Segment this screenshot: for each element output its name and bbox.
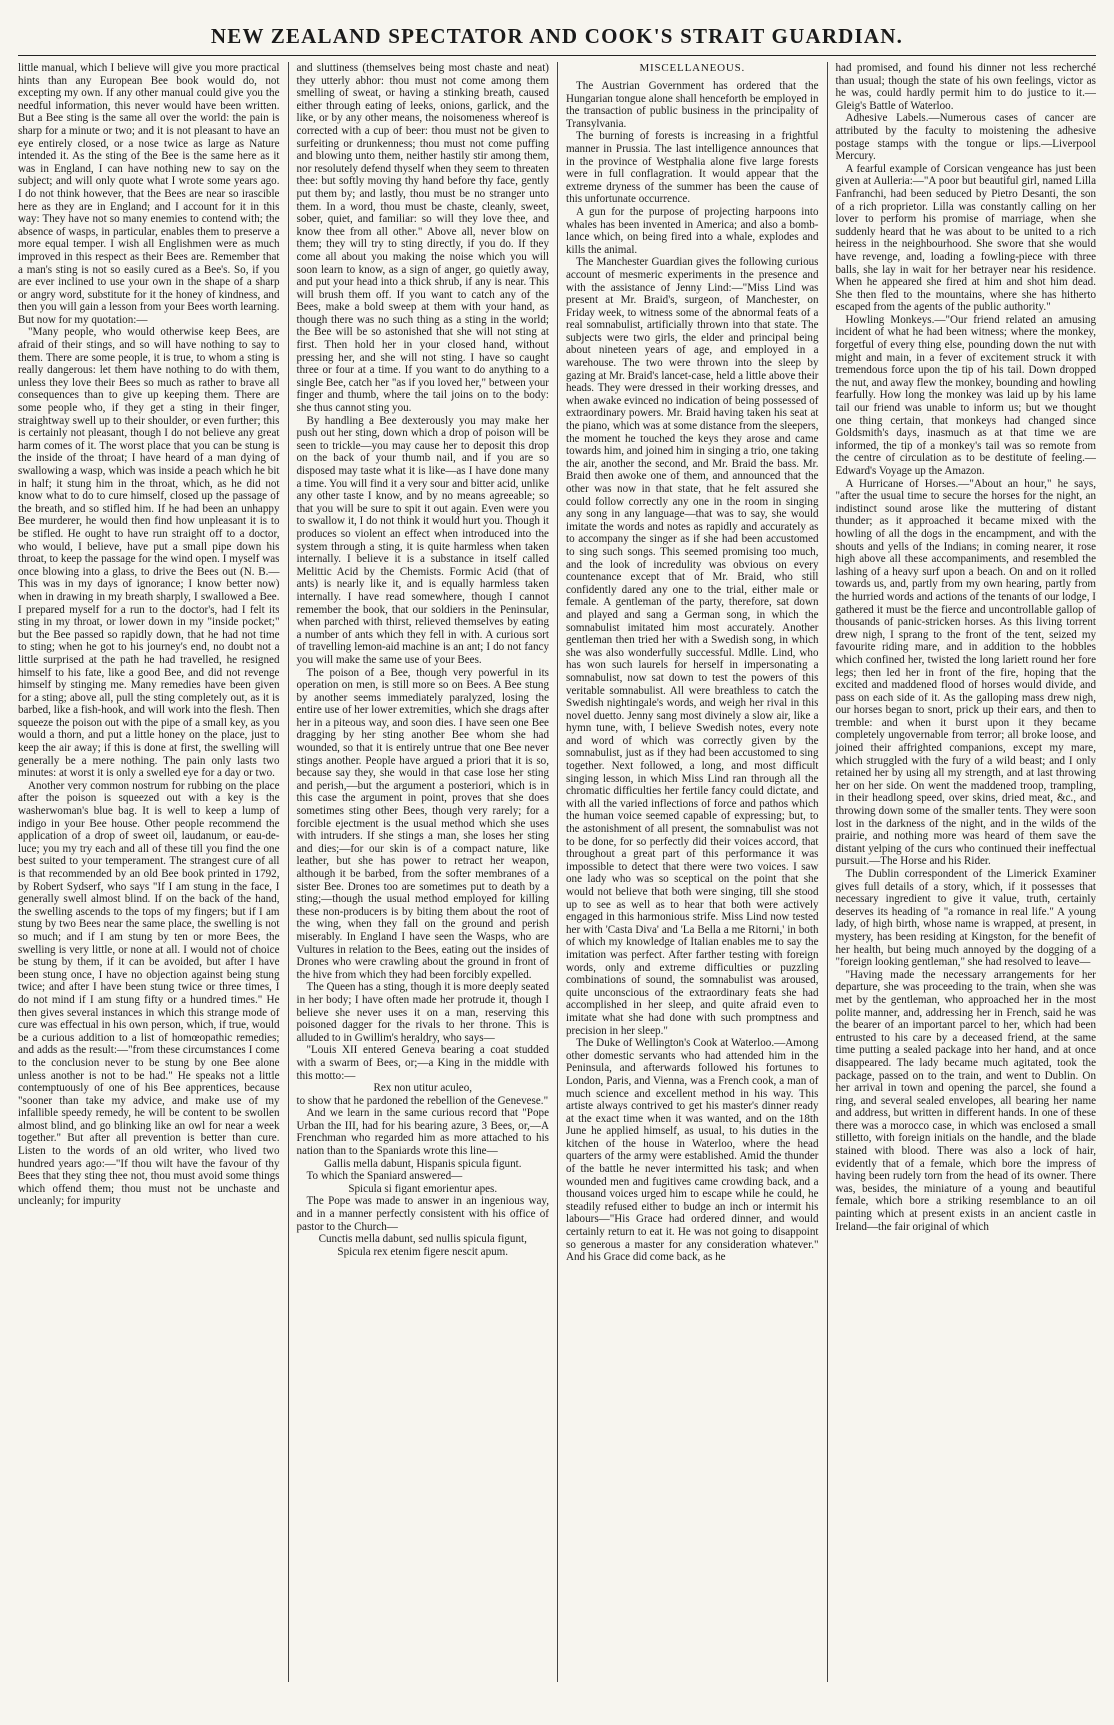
paragraph: The Austrian Government has ordered that the Hungarian tongue alone shall henceforth be employed in the transaction of public business in the principality of Transylvania. <box>566 80 819 130</box>
paragraph: Howling Monkeys.—"Our friend related an amusing incident of what he had been witness; where the monkey, forgetful of every thing else, pounding down the nut with might and main, in a fever of excitement struck it with tremendous force upon the tip of his tail. Down dropped the nut, and away flew the monkey, bounding and howling fearfully. How long the monkey was laid up by his lame tail our friend was unable to inform us; but we thought one thing certain, that monkeys had changed since Goldsmith's days, inasmuch as at that time we are informed, the tip of a monkey's tail was so remote from the centre of circulation as to be destitute of feeling.—Edward's Voyage up the Amazon. <box>835 313 1096 477</box>
column-2 <box>288 62 558 1682</box>
paragraph: The Pope was made to answer in an ingenious way, and in a manner perfectly consistent with his office of pastor to the Church— <box>296 1195 549 1233</box>
masthead: NEW ZEALAND SPECTATOR AND COOK'S STRAIT GUARDIAN. <box>210 24 904 48</box>
paragraph: and sluttiness (themselves being most chaste and neat) they utterly abhor: thou must not come among them smelling of sweat, or having a stinking breath, caused either through eating of leeks, onions, garlick, and the like, or by any other means, the noisomeness whereof is corrected with a cup of beer: thou must not be given to surfeiting or drunkenness; thou must not come puffing and blowing unto them, neither hastily stir among them, nor resolutely defend thyself when they seem to threaten thee: but softly moving thy hand before thy face, gently put them by; and lastly, thou must be no stranger unto them. In a word, thou must be chaste, cleanly, sweet, sober, quiet, and familiar: so will they love thee, and know thee from all other." Above all, never blow on them; they will try to sting directly, if you do. If they come all about you making the noise which you will soon learn to know, as a sign of anger, go quietly away, and put your head into a thick shrub, if any is near. This will brush them off. If you want to catch any of the Bees, make a bold sweep at them with your hand, as though there was no such thing as a sting in the world; the Bee will be so astonished that she will not sting at first. Then hold her in your closed hand, without pressing her, and she will not sting. I have so caught three or four at a time. If you want to do anything to a single Bee, catch her "as if you loved her," between your finger and thumb, where the tail joins on to the body: she thus cannot sting you. <box>296 62 549 415</box>
masthead-rule <box>18 55 1096 56</box>
paragraph: The Duke of Wellington's Cook at Waterloo.—Among other domestic servants who had attended him in the Peninsula, and afterwards followed his fortunes to London, Paris, and Vienna, was a French cook, a man of much science and excellent method in his way. This artiste always contrived to get his master's dinner ready at the exact time when it was wanted, and on the 18th June he applied himself, as usual, to his duties in the kitchen of the house in Waterloo, where the head quarters of the army were established. Amid the thunder of the battle he never intermitted his task; and when wounded men and fugitives came crowding back, and a thousand voices urged him to escape while he could, he steadily refused either to budge an inch or intermit his labours—"His Grace had ordered dinner, and would certainly return to eat it. He was not going to disappoint so generous a master for any consideration whatever." And his Grace did come back, as he <box>566 1037 819 1264</box>
paragraph: Adhesive Labels.—Numerous cases of cancer are attributed by the faculty to moistening the adhesive postage stamps with the tongue or lips.—Liverpool Mercury. <box>835 112 1096 163</box>
latin-verse: Cunctis mella dabunt, sed nullis spicula figunt, <box>318 1233 527 1246</box>
latin-verse: Spicula si figant emorientur apes. <box>348 1182 498 1195</box>
article-columns <box>18 62 1096 1682</box>
paragraph: The poison of a Bee, though very powerful in its operation on men, is still more so on Bees. A Bee stung by another seems immediately paralyzed, losing the entire use of her lower extremities, which she drags after her in a piteous way, and soon dies. I have seen one Bee dragging by her sting another Bee whom she had wounded, so that it is entirely untrue that one Bee never stings another. People have argued a priori that it is so, because say they, she would in that case lose her sting and perish,—but the argument a posteriori, which is in this case the argument in point, proves that she does sometimes sting other Bees, though very rarely; for a forcible ejectment is the usual method which she uses with intruders. If she stings a man, she loses her sting and dies;—for our skin is of a compact nature, like leather, but she has power to retract her weapon, although it be barbed, from the softer membranes of a sister Bee. Drones too are sometimes put to death by a sting;—though the usual method employed for killing these non-producers is by biting them about the root of the wing, when they fall on the ground and perish miserably. In England I have seen the Wasps, who are Vultures in relation to the Bees, eating out the insides of Drones who were crawling about the ground in front of the hive from which they had been forcibly expelled. <box>296 666 549 981</box>
paragraph: A gun for the purpose of projecting harpoons into whales has been invented in America; and also a bomb-lance which, on being fired into a whale, explodes and kills the animal. <box>566 205 819 256</box>
paragraph: "Having made the necessary arrangements for her departure, she was proceeding to the train, when she was met by the gentleman, who approached her in the most polite manner, and, addressing her in French, said he was the bearer of an important parcel to her, which had been entrusted to his care by a deceased friend, at the same time putting a sealed package into her hand, and at once disappeared. The lady became much agitated, took the package, passed on to the train, and went to Dublin. On her arrival in town and opening the parcel, she found a ring, and several sealed envelopes, all bearing her name and address, but written in different hands. In one of these there was a morocco case, in which was enclosed a small stilletto, with foreign initials on the handle, and the blade stained with blood. There was also a lock of hair, evidently that of a female, which bore the impress of having been rudely torn from the head of its owner. There was, besides, the miniature of a young and beautiful female, which bore a striking resemblance to an oil painting which at present exists in an ancient castle in Ireland—the fair original of which <box>835 968 1096 1233</box>
paragraph: "Louis XII entered Geneva bearing a coat studded with a swarm of Bees, or;—a King in the middle with this motto:— <box>296 1044 549 1082</box>
paragraph: had promised, and found his dinner not less recherché than usual; though the state of his own feelings, victor as he was, could hardly permit him to do justice to it.—Gleig's Battle of Waterloo. <box>835 62 1096 112</box>
paragraph: "Many people, who would otherwise keep Bees, are afraid of their stings, and so will have nothing to say to them. There are some people, it is true, to whom a sting is really dangerous: let them have nothing to do with them, unless they love their Bees so much as rather to brave all consequences than to give up keeping them. There are some people who, if they get a sting in their finger, straightway swell up to their shoulder, or even further; this is certainly not pleasant, though I do not believe any great harm comes of it. The worst place that you can be stung is the inside of the throat; I have heard of a man dying of swallowing a wasp, which was inside a peach which he bit in half; it stung him in the throat, which, as he did not know what to do to cure himself, closed up the passage of the breath, and so stifled him. If he had been an unhappy Bee murderer, he would then find how unpleasant it is to be stifled. He ought to have run straight off to a doctor, who would, I believe, have put a small pipe down his throat, to keep the passage for the wind open. I myself was once blowing into a glass, to drive the Bees out (N. B.—This was in my days of ignorance; I know better now) when in drawing in my breath sharply, I swallowed a Bee. I prepared myself for a run to the doctor's, had I felt its sting in my throat, or lower down in my "inside pocket;" but the Bee passed so rapidly down, that he had not time to sting; when he got to his journey's end, no doubt not a little surprised at the path he had travelled, he resigned himself to his fate, like a good Bee, and did not revenge himself by stinging me. Many remedies have been given for a sting; above all, pull the sting completely out, as it is barbed, like a fish-hook, and will work into the flesh. Then squeeze the poison out with the pipe of a small key, as you would a thorn, and put a little honey on the place, just to keep the air away; if this is done at first, the swelling will generally be a mere nothing. The pain only lasts two minutes: at worst it is only a swelled eye for a day or two. <box>18 326 280 780</box>
latin-verse: Spicula rex etenim figere nescit apum. <box>337 1245 509 1258</box>
latin-verse: Gallis mella dabunt, Hispanis spicula figunt. <box>324 1157 522 1170</box>
column-3 <box>557 62 827 1682</box>
paragraph: The Manchester Guardian gives the following curious account of mesmeric experiments in the presence and with the assistance of Jenny Lind:—"Miss Lind was present at Mr. Braid's, surgeon, of Manchester, on Friday week, to witness some of the abnormal feats of a real somnabulist, artificially thrown into that state. The subjects were two girls, the elder and principal being about nineteen years of age, and employed in a warehouse. The two were thrown into the sleep by gazing at Mr. Braid's lancet-case, held a little above their heads. They were dressed in their working dresses, and when awake evinced no indication of being possessed of extraordinary powers. Mr. Braid having taken his seat at the piano, which was at some distance from the sleepers, the moment he touched the keys they arose and came towards him, and joined him in singing a trio, one taking the air, another the second, and Mr. Braid the bass. Mr. Braid then awoke one of them, and announced that the other was now in that state, that he felt assured she could follow correctly any one in the room in singing any song in any language—that was to say, she would imitate the words and notes as rapidly and accurately as to accompany the singer as if she had been accustomed to sing such songs. This seemed promising too much, and the look of incredulity was obvious on every countenance except that of Mr. Braid, who still confidently dared any one to the trial, either male or female. A gentleman of the party, therefore, sat down and played and sang a German song, in which the somnabulist imitated him most accurately. Another gentleman then tried her with a Swedish song, in which she was also wonderfully successful. Mdlle. Lind, who has won such laurels for herself in impersonating a somnabulist, now sat down to test the powers of this veritable somnabulist. All were breathless to catch the Swedish nightingale's words, and weigh her rival in this novel duetto. Jenny sang most divinely a slow air, like a hymn tune, with, I believe Swedish notes, every note and word of which was correctly given by the somnabulist, just as if they had been accustomed to sing together. Next followed, a long, and most difficult singing lesson, in which Miss Lind ran through all the chromatic difficulties her fertile fancy could dictate, and with all the varied inflections of force and pathos which the human voice seemed capable of expressing; but, to the astonishment of all present, the somnabulist was not to be done, for so perfectly did their voices accord, that throughout a great part of this performance it was impossible to detect that there were two voices. I saw one lady who was so sceptical on the point that she would not believe that both were singing, till she stood up to see as well as to hear that both were actively engaged in this harmonious strife. Miss Lind now tested her with 'Casta Diva' and 'La Bella a me Ritorni,' in both of which my knowledge of Italian enables me to say the imitation was perfect. After farther testing with foreign words, only and extreme difficulties or puzzling combinations of sound, the somnabulist was aroused, quite unconscious of the extraordinary feats she had accomplished in her sleep, and quite afraid even to imitate what she had done with such promptness and precision in her sleep." <box>566 256 819 1037</box>
paragraph: The Queen has a sting, though it is more deeply seated in her body; I have often made her protrude it, though I believe she never uses it on a man, reserving this poisoned dagger for the rivals to her throne. This is alluded to in Gwillim's heraldry, who says— <box>296 981 549 1044</box>
paragraph: To which the Spaniard answered— <box>306 1170 463 1183</box>
paragraph: Another very common nostrum for rubbing on the place after the poison is squeezed out with a key is the washerwoman's blue bag. It is well to keep a lump of indigo in your Bee house. Other people recommend the application of a drop of sweet oil, laudanum, or eau-de-luce; you my try each and all of these till you find the one best suited to your temperament. The strangest cure of all is that recommended by an old Bee book printed in 1792, by Robert Sydserf, who says "If I am stung in the face, I generally swell almost blind. If on the back of the hand, the swelling ascends to the tops of my fingers; but if I am stung by two Bees near the same place, the swelling is not so much; and if I am stung by ten or more Bees, the swelling is very little, or none at all. I would not of choice be stung by them, if it can be avoided, but after I have been stung once, I have no objection against being stung twice; and after I have been stung twice or three times, I do not mind if I am stung fifty or a hundred times." He then gives several instances in which this strange mode of cure was effectual in his own person, which, if true, would be a curious addition to a list of homœopathic remedies; and adds as the result:—"from these circumstances I come to the conclusion never to be stung by one Bee alone unless another is not to be had." He speaks not a little contemptuously of one of his Bee apprentices, because "sooner than take my advice, and make use of my infallible speedy remedy, he will be content to be swollen almost blind, and go blinking like an owl for near a week together." But after all prevention is better than cure. Listen to the words of an old writer, who lived two hundred years ago:—"If thou wilt have the favour of thy Bees that they sting thee not, thou must avoid some things which offend them; thou must not be unchaste and uncleanly; for impurity <box>18 779 280 1208</box>
paragraph: A Hurricane of Horses.—"About an hour," he says, "after the usual time to secure the horses for the night, an indistinct sound arose like the muttering of distant thunder; as it approached it became mixed with the howling of all the dogs in the encampment, and with the shouts and yells of the Indians; in coming nearer, it rose high above all these accompaniments, and resembled the lashing of a heavy surf upon a beach. On and on it rolled towards us, and, partly from my own hearing, partly from the hurried words and actions of the tenants of our lodge, I gathered it must be the fierce and uncontrollable gallop of thousands of panic-stricken horses. As this living torrent drew nigh, I sprang to the front of the tent, seized my favourite riding mare, and in addition to the hobbles which confined her, twisted the long lariett round her fore legs; then led her in front of the fire, hoping that the excited and maddened flood of horses would divide, and pass on each side of it. As the galloping mass drew nigh, our horses began to snort, prick up their ears, and then to tremble: and when it burst upon it they became completely ungovernable from terror; all broke loose, and joined their affrighted companions, except my mare, which struggled with the fury of a wild beast; and I only retained her by using all my strength, and at last throwing her on her side. On went the maddened troop, trampling, in their headlong speed, over skins, dried meat, &c., and throwing down some of the smaller tents. They were soon lost in the darkness of the night, and in the wilds of the prairie, and nothing more was heard of them save the distant yelping of the curs who continued their ineffectual pursuit.—The Horse and his Rider. <box>835 477 1096 868</box>
paragraph: to show that he pardoned the rebellion of the Genevese." <box>296 1094 549 1107</box>
column-4 <box>827 62 1097 1682</box>
paragraph: And we learn in the same curious record that "Pope Urban the III, had for his bearing azure, 3 Bees, or,—A Frenchman who regarded him as more attached to his nation than to the Spaniards wrote this line— <box>296 1107 549 1158</box>
paragraph: The Dublin correspondent of the Limerick Examiner gives full details of a story, which, if it possesses that necessary ingredient to give it value, truth, certainly deserves its heading of "a romance in real life." A young lady, of high birth, whose name is wrapped, at present, in mystery, has been residing at Kingston, for the benefit of her health, but being much annoyed by the dogging of a "foreign looking gentleman," she had resolved to leave— <box>835 868 1096 969</box>
section-heading: MISCELLANEOUS. <box>639 62 746 74</box>
column-1 <box>18 62 288 1682</box>
paragraph: By handling a Bee dexterously you may make her push out her sting, down which a drop of poison will be seen to trickle—you may cause her to deposit this drop on the back of your thumb nail, and if you are so disposed may taste what it is like—as I have done many a time. You will find it a very sour and bitter acid, unlike any other taste I know, and by no means agreeable; so that you will be sure to spit it out again. Even were you to swallow it, I do not think it would hurt you. Though it produces so violent an effect when introduced into the system through a sting, it is quite harmless when taken internally. I believe it is a substance in itself called Melittic Acid by the Chemists. Formic Acid (that of ants) is nearly like it, and is equally harmless taken internally. I have read somewhere, though I cannot remember the book, that our soldiers in the Peninsular, when parched with thirst, relieved themselves by eating a number of ants which they fell in with. A curious sort of travelling lemon-aid machine is an ant; I do not fancy you will make the same use of your Bees. <box>296 414 549 666</box>
paragraph: little manual, which I believe will give you more practical hints than any European Bee book would do, not excepting my own. If any other manual could give you the needful information, this never would have been written. But a Bee sting is the same all over the world: the pain is sharp for a minute or two; and it is not pleasant to have an eye entirely closed, or a nose twice as large as Nature intended it. As the sting of the Bee is the same here as it was in England, I can have nothing new to say on the subject; and will only quote what I wrote some years ago. I do not think however, that the Bees are near so irascible here as they are in England; and I account for it in this way: They have not so many enemies to contend with; the absence of wasps, in particular, enables them to preserve a more equal temper. I wish all Englishmen were as much improved in this respect as their Bees are. Remember that a man's sting is not so easily cured as a Bee's. So, if you are ever inclined to use your own in the shape of a sharp or angry word, substitute for it the honey of kindness, and then you will gain a lesson from your Bees worth learning. But now for my quotation:— <box>18 62 280 326</box>
latin-motto: Rex non utitur aculeo, <box>373 1082 473 1095</box>
paragraph: A fearful example of Corsican vengeance has just been given at Aulleria:—"A poor but beautiful girl, named Lilla Fanfranchi, had been seduced by Pietro Desanti, the son of a rich proprietor. Lilla was constantly calling on her lover to perform his promise of marriage, when she suddenly heard that he was about to be united to a rich heiress in the neighbourhood. She swore that she would have revenge, and, loading a fowling-piece with three balls, she lay in wait for her betrayer near his residence. When he appeared she fired at him and shot him dead. She then fled to the mountains, where she has hitherto escaped from the agents of the public authority." <box>835 162 1096 314</box>
paragraph: The burning of forests is increasing in a frightful manner in Prussia. The last intelligence announces that in the province of Westphalia alone five large forests were in full conflagration. It would appear that the extreme dryness of the summer has been the cause of this unfortunate occurrence. <box>566 130 819 206</box>
